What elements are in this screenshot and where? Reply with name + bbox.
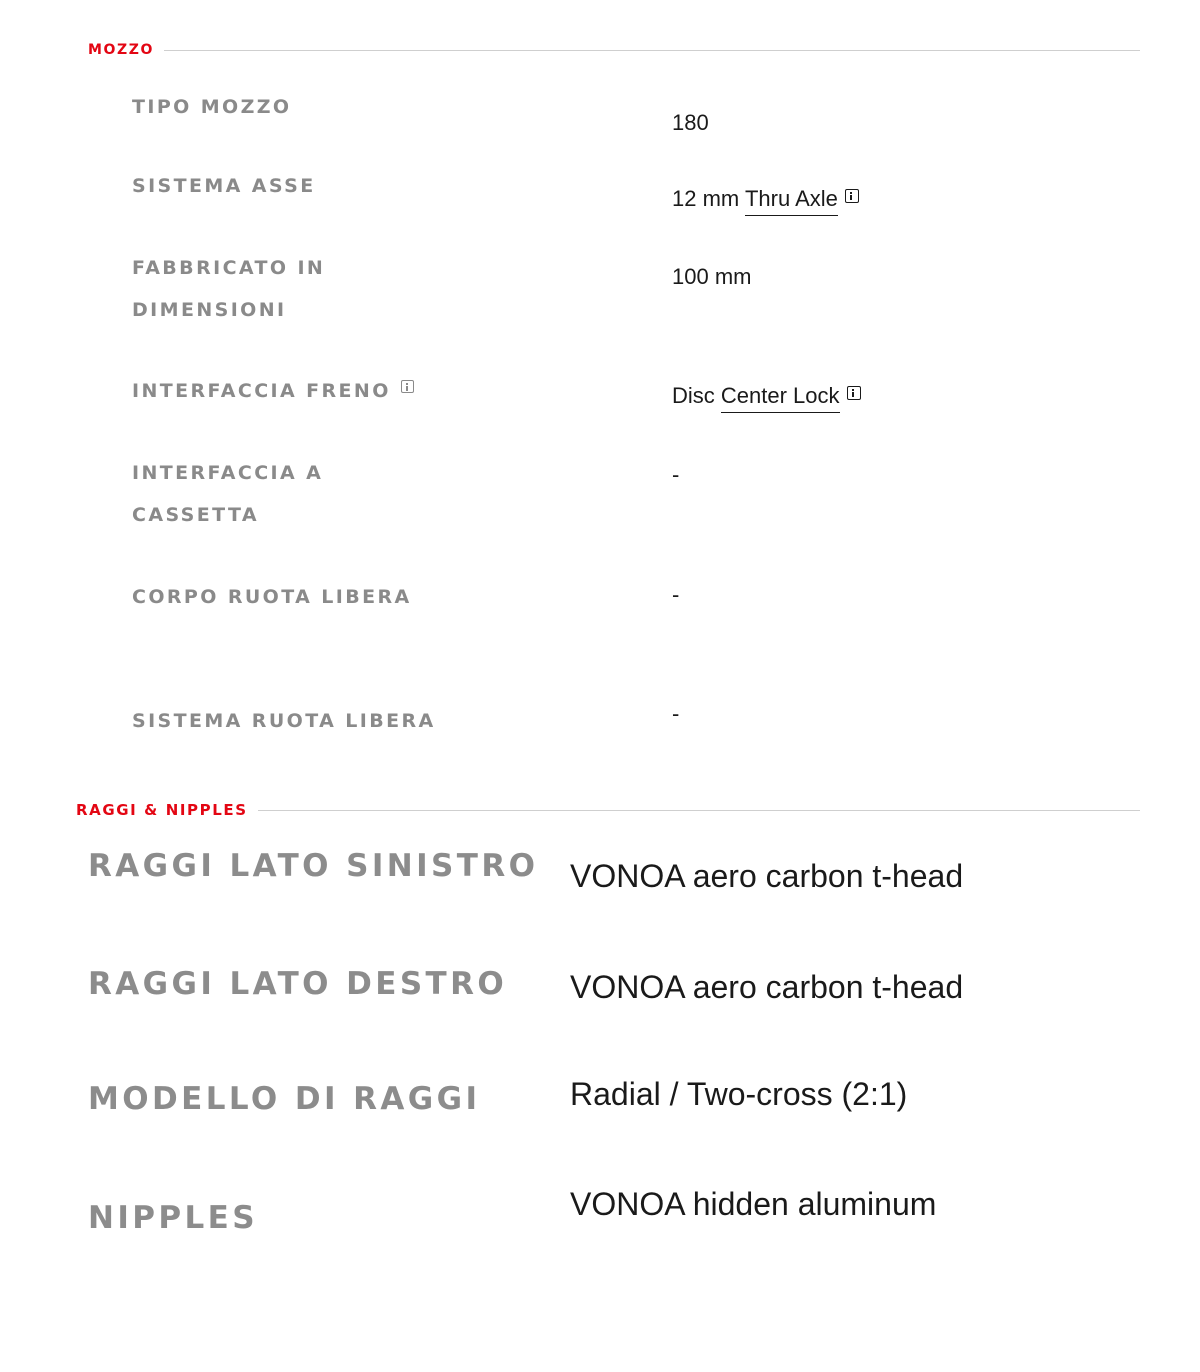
spec-label-sistema-ruota-libera: SISTEMA RUOTA LIBERA — [132, 710, 436, 732]
spec-value-fabbricato: 100 mm — [672, 264, 752, 289]
section-header-mozzo — [88, 42, 1140, 58]
spec-label-raggi-sinistro: RAGGI LATO SINISTRO — [88, 848, 539, 884]
info-icon[interactable] — [401, 380, 414, 393]
value-prefix: Disc — [672, 383, 715, 408]
spec-value-cassetta: - — [672, 462, 680, 487]
label-text: INTERFACCIA FRENO — [132, 380, 391, 402]
section-divider — [164, 50, 1140, 51]
spec-value-modello-raggi: Radial / Two-cross (2:1) — [570, 1076, 908, 1112]
spec-value-nipples: VONOA hidden aluminum — [570, 1186, 937, 1222]
spec-value-sistema-asse — [672, 186, 859, 212]
spec-label-fabbricato-line2: DIMENSIONI — [132, 299, 287, 321]
spec-value-sistema-ruota-libera: - — [672, 701, 680, 726]
thru-axle-link[interactable]: Thru Axle — [745, 186, 838, 216]
spec-value-interfaccia-freno — [672, 383, 861, 409]
section-header-raggi — [76, 801, 1140, 819]
info-icon[interactable] — [845, 189, 859, 203]
spec-label-modello-raggi: MODELLO DI RAGGI — [88, 1081, 481, 1117]
section-divider — [258, 810, 1140, 811]
spec-label-nipples: NIPPLES — [88, 1200, 258, 1236]
spec-label-cassetta-line2: CASSETTA — [132, 504, 259, 526]
spec-label-interfaccia-freno — [132, 370, 414, 412]
spec-value-corpo-ruota-libera: - — [672, 582, 680, 607]
spec-label-tipo-mozzo: TIPO MOZZO — [132, 96, 292, 118]
value-prefix: 12 mm — [672, 186, 740, 211]
section-title: MOZZO — [88, 42, 155, 58]
section-title: RAGGI & NIPPLES — [76, 801, 248, 819]
spec-label-fabbricato-line1: FABBRICATO IN — [132, 257, 326, 279]
spec-label-corpo-ruota-libera: CORPO RUOTA LIBERA — [132, 586, 412, 608]
spec-label-cassetta-line1: INTERFACCIA A — [132, 462, 324, 484]
spec-label-sistema-asse: SISTEMA ASSE — [132, 175, 316, 197]
spec-label-raggi-destro: RAGGI LATO DESTRO — [88, 966, 508, 1002]
spec-value-raggi-sinistro: VONOA aero carbon t-head — [570, 858, 964, 894]
spec-value-tipo-mozzo: 180 — [672, 110, 709, 135]
info-icon[interactable] — [847, 386, 861, 400]
center-lock-link[interactable]: Center Lock — [721, 383, 840, 413]
spec-value-raggi-destro: VONOA aero carbon t-head — [570, 969, 964, 1005]
